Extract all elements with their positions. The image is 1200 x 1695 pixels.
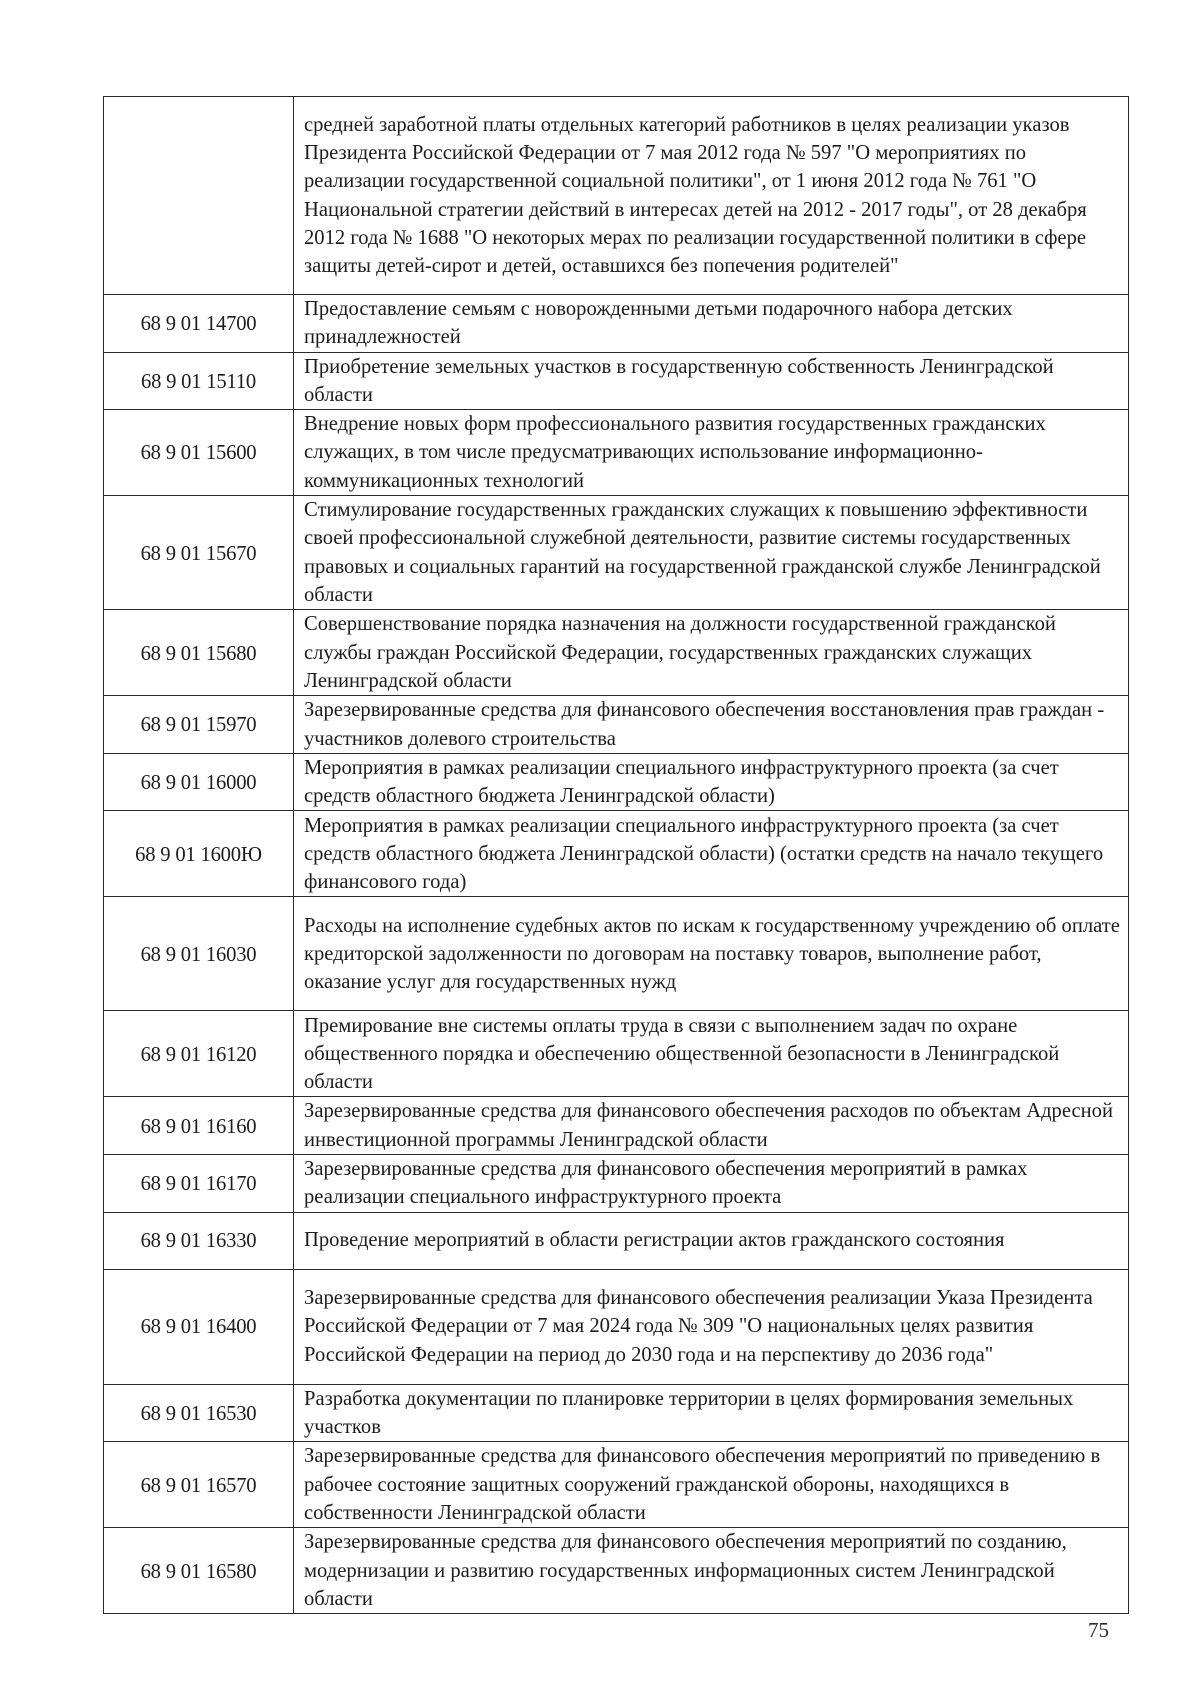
description-cell: Зарезервированные средства для финансового обеспечения мероприятий по приведению в рабочее состояние защитных сооружений гражданской обороны, находящихся в собственности Ленинградской области: [294, 1442, 1129, 1528]
code-cell: 68 9 01 16580: [104, 1528, 294, 1614]
code-cell: 68 9 01 15600: [104, 410, 294, 496]
table-row: [104, 1528, 1129, 1614]
code-cell: [104, 97, 294, 295]
page-number: 75: [1088, 1618, 1109, 1642]
description-cell: Расходы на исполнение судебных актов по искам к государственному учреждению об оплате кредиторской задолженности по договорам на поставку товаров, выполнение работ, оказание услуг для государственных нужд: [294, 897, 1129, 1011]
code-cell: 68 9 01 16000: [104, 753, 294, 811]
code-cell: 68 9 01 15970: [104, 696, 294, 754]
description-cell: Зарезервированные средства для финансового обеспечения расходов по объектам Адресной инвестиционной программы Ленинградской области: [294, 1097, 1129, 1155]
table-row: [104, 97, 1129, 295]
table-row: [104, 1212, 1129, 1269]
table-row: [104, 496, 1129, 610]
description-cell: Внедрение новых форм профессионального развития государственных гражданских служащих, в том числе предусматривающих использование информационно-коммуникационных технологий: [294, 410, 1129, 496]
code-cell: 68 9 01 16030: [104, 897, 294, 1011]
code-cell: 68 9 01 16160: [104, 1097, 294, 1155]
description-cell: Предоставление семьям с новорожденными детьми подарочного набора детских принадлежностей: [294, 295, 1129, 353]
description-cell: Мероприятия в рамках реализации специального инфраструктурного проекта (за счет средств областного бюджета Ленинградской области): [294, 753, 1129, 811]
code-cell: 68 9 01 16120: [104, 1011, 294, 1097]
description-cell: Приобретение земельных участков в государственную собственность Ленинградской области: [294, 352, 1129, 410]
code-cell: 68 9 01 15680: [104, 610, 294, 696]
code-cell: 68 9 01 16170: [104, 1155, 294, 1213]
table-row: [104, 1442, 1129, 1528]
description-cell: Зарезервированные средства для финансового обеспечения мероприятий в рамках реализации специального инфраструктурного проекта: [294, 1155, 1129, 1213]
description-cell: Проведение мероприятий в области регистрации актов гражданского состояния: [294, 1212, 1129, 1269]
description-cell: Зарезервированные средства для финансового обеспечения восстановления прав граждан - участников долевого строительства: [294, 696, 1129, 754]
description-cell: Совершенствование порядка назначения на должности государственной гражданской службы граждан Российской Федерации, государственных гражданских служащих Ленинградской области: [294, 610, 1129, 696]
table-body: [104, 97, 1129, 1614]
budget-classification-table: [103, 96, 1129, 1614]
table-row: [104, 1155, 1129, 1213]
table-row: [104, 352, 1129, 410]
description-cell: Стимулирование государственных гражданских служащих к повышению эффективности своей профессиональной служебной деятельности, развитие системы государственных правовых и социальных гарантий на государственной гражданской службе Ленинградской области: [294, 496, 1129, 610]
table-row: [104, 610, 1129, 696]
description-cell: Мероприятия в рамках реализации специального инфраструктурного проекта (за счет средств областного бюджета Ленинградской области) (остатки средств на начало текущего финансового года): [294, 811, 1129, 897]
table-row: [104, 1384, 1129, 1442]
table-row: [104, 1269, 1129, 1384]
code-cell: 68 9 01 16570: [104, 1442, 294, 1528]
code-cell: 68 9 01 14700: [104, 295, 294, 353]
table-row: [104, 753, 1129, 811]
table-row: [104, 696, 1129, 754]
table-row: [104, 295, 1129, 353]
table-row: [104, 1011, 1129, 1097]
code-cell: 68 9 01 15670: [104, 496, 294, 610]
code-cell: 68 9 01 16330: [104, 1212, 294, 1269]
description-cell: средней заработной платы отдельных категорий работников в целях реализации указов Президента Российской Федерации от 7 мая 2012 года № 597 "О мероприятиях по реализации государственной социальной политики", от 1 июня 2012 года № 761 "О Национальной стратегии действий в интересах детей на 2012 - 2017 годы", от 28 декабря 2012 года № 1688 "О некоторых мерах по реализации государственной политики в сфере защиты детей-сирот и детей, оставшихся без попечения родителей": [294, 97, 1129, 295]
table-row: [104, 1097, 1129, 1155]
code-cell: 68 9 01 1600Ю: [104, 811, 294, 897]
table-row: [104, 897, 1129, 1011]
table-row: [104, 811, 1129, 897]
description-cell: Премирование вне системы оплаты труда в связи с выполнением задач по охране общественного порядка и обеспечению общественной безопасности в Ленинградской области: [294, 1011, 1129, 1097]
code-cell: 68 9 01 15110: [104, 352, 294, 410]
table-row: [104, 410, 1129, 496]
description-cell: Зарезервированные средства для финансового обеспечения реализации Указа Президента Российской Федерации от 7 мая 2024 года № 309 "О национальных целях развития Российской Федерации на период до 2030 года и на перспективу до 2036 года": [294, 1269, 1129, 1384]
description-cell: Разработка документации по планировке территории в целях формирования земельных участков: [294, 1384, 1129, 1442]
code-cell: 68 9 01 16530: [104, 1384, 294, 1442]
code-cell: 68 9 01 16400: [104, 1269, 294, 1384]
description-cell: Зарезервированные средства для финансового обеспечения мероприятий по созданию, модернизации и развитию государственных информационных систем Ленинградской области: [294, 1528, 1129, 1614]
